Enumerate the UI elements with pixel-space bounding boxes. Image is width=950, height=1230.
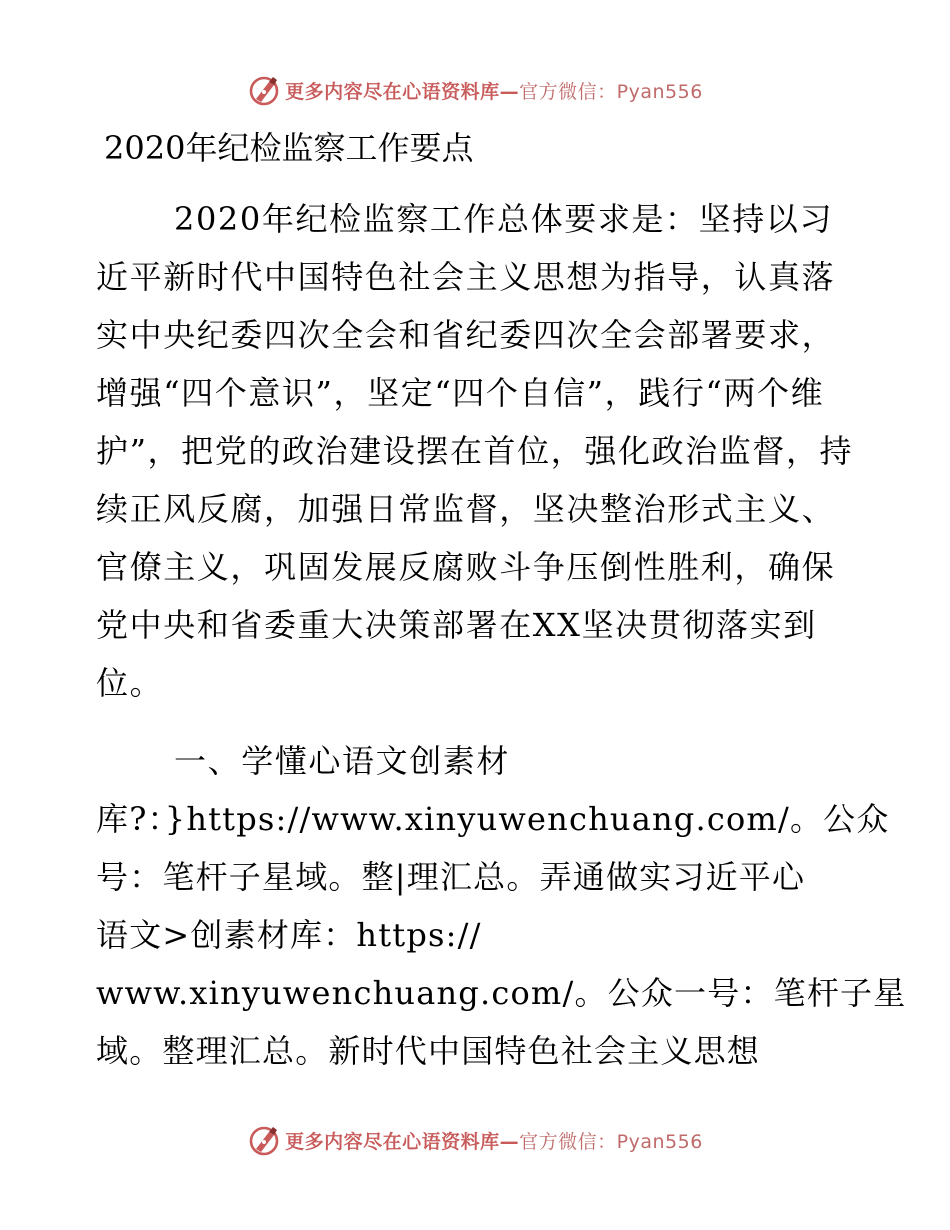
paragraph-line: 域。整理汇总。新时代中国特色社会主义思想 [96, 1032, 761, 1070]
banner-wechat: 官方微信：Pyan556 [519, 80, 703, 103]
banner-text: 更多内容尽在心语资料库—官方微信：Pyan556 [285, 1130, 703, 1153]
document-body [96, 122, 907, 1080]
footer-banner [0, 1120, 950, 1160]
paragraph-section-1 [96, 790, 907, 1080]
pen-nib-logo-icon [247, 1123, 281, 1157]
paragraph-overall-requirements: 2020年纪检监察工作总体要求是：坚持以习近平新时代中国特色社会主义思想为指导，认真落实中央纪委四次全会和省纪委四次全会部署要求，增强“四个意识”，坚定“四个自信”，践行“两个维护”，把党的政治建设摆在首位，强化政治监督，持续正风反腐，加强日常监督，坚决整治形式主义、官僚主义，巩固发展反腐败斗争压倒性胜利，确保党中央和省委重大决策部署在XX坚决贯彻落实到位。 [96, 200, 854, 702]
paragraph-line: www.xinyuwenchuang.com/。公众一号：笔杆子星 [96, 974, 907, 1012]
pen-nib-logo-icon [247, 73, 281, 107]
document-title: 2020年纪检监察工作要点 [104, 129, 474, 167]
banner-text: 更多内容尽在心语资料库—官方微信：Pyan556 [285, 80, 703, 103]
paragraph-line: 语文>创素材库：https:// [96, 916, 482, 954]
paragraph-line: 号：笔杆子星域。整|理汇总。弄通做实习近平心 [96, 858, 806, 896]
banner-wechat: 官方微信：Pyan556 [519, 1130, 703, 1153]
header-banner [0, 70, 950, 110]
section-heading-1: 一、学懂心语文创素材 [174, 742, 511, 780]
paragraph-line: 库?：}https://www.xinyuwenchuang.com/。公众 [96, 800, 890, 838]
